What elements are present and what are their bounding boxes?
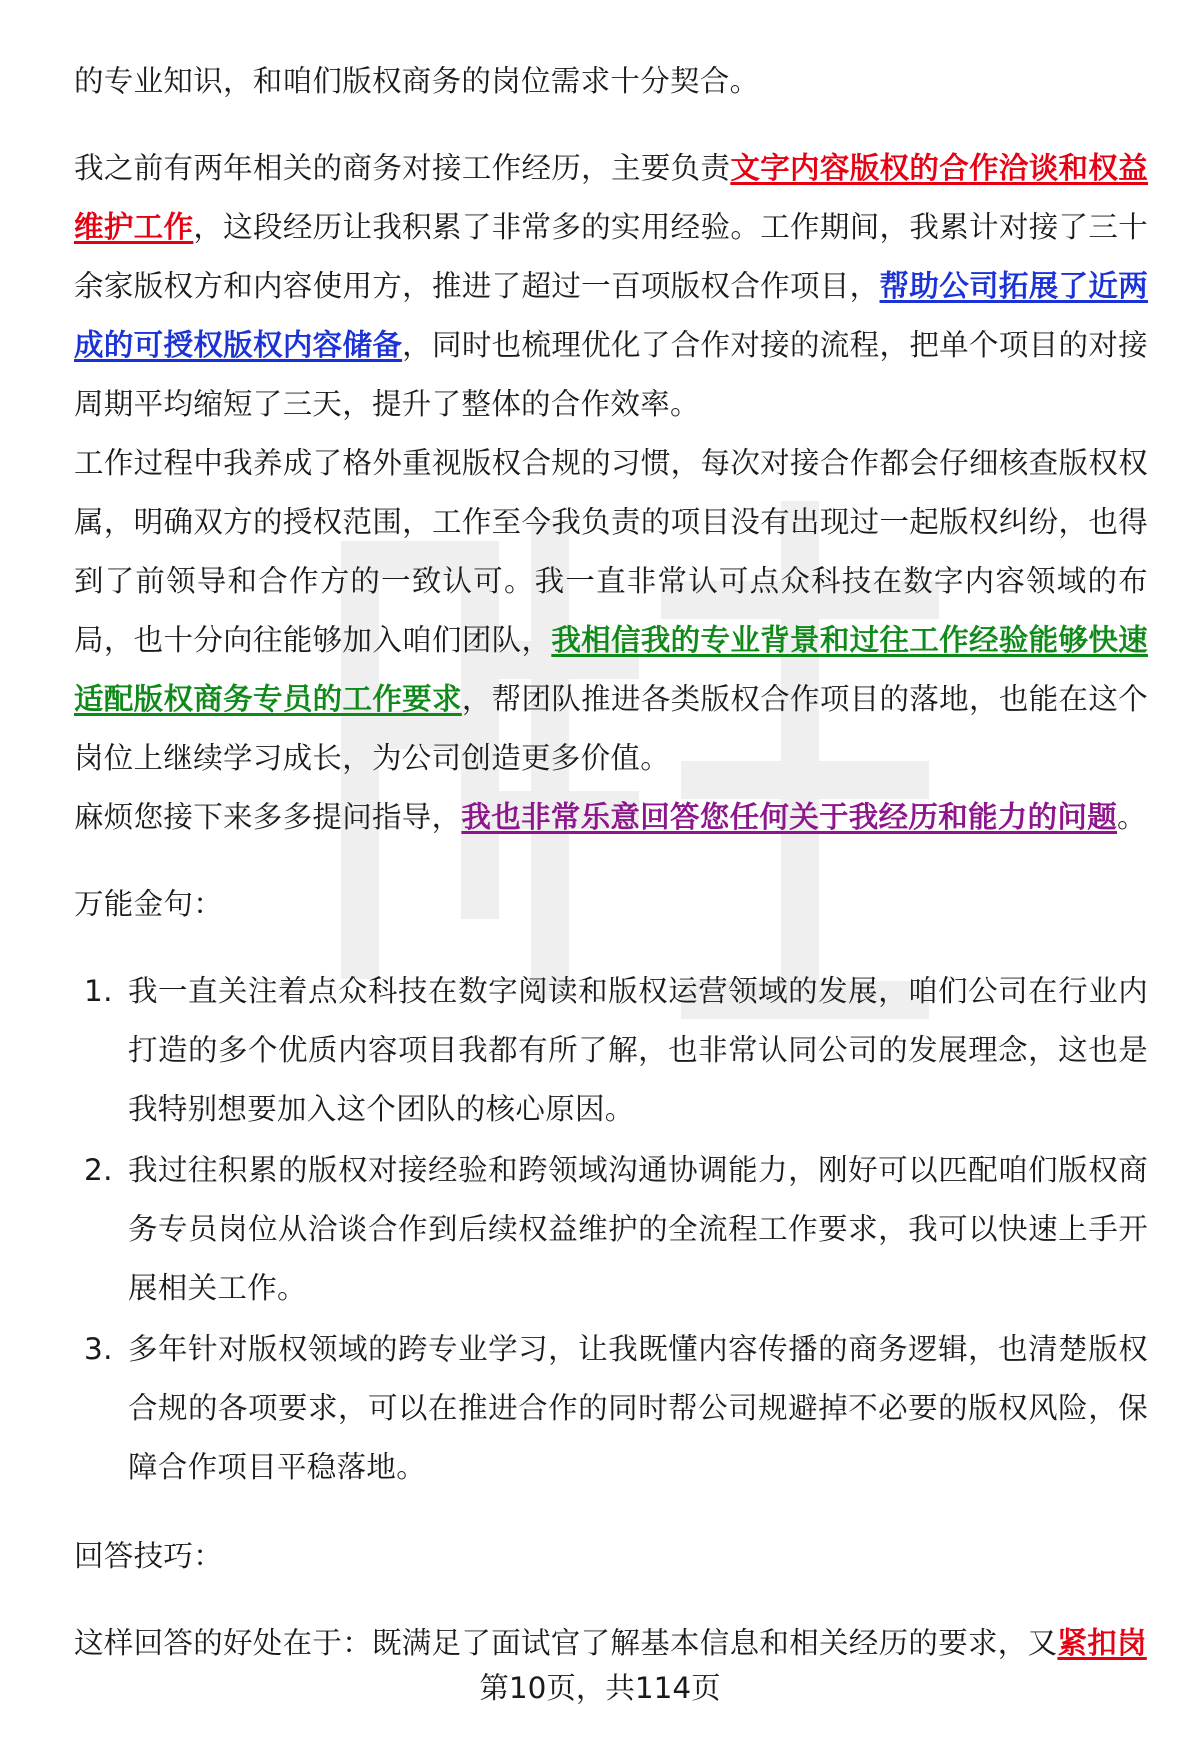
text-run: 。 <box>1117 800 1147 834</box>
text-run: ，帮团队推进各类版权合作项目的落地，也能在这个岗位上继续学习成长，为公司创造更多价值。 <box>74 682 1148 775</box>
text-run: 麻烦您接下来多多提问指导， <box>74 800 462 834</box>
spacer <box>74 934 1148 962</box>
highlight-red: 文字内容版权的合作洽谈和权益维护工作 <box>74 151 1149 244</box>
highlight-red: 紧扣岗 <box>1057 1626 1147 1660</box>
paragraph-answer-benefits <box>74 1614 1148 1673</box>
paragraph-experience <box>74 139 1148 434</box>
list-number: 2. <box>84 1153 113 1187</box>
list-item <box>74 1141 1148 1318</box>
golden-phrases-list <box>74 962 1148 1497</box>
list-item-text: 我一直关注着点众科技在数字阅读和版权运营领域的发展，咱们公司在行业内打造的多个优质内容项目我都有所了解，也非常认同公司的发展理念，这也是我特别想要加入这个团队的核心原因。 <box>128 974 1148 1126</box>
list-number: 3. <box>84 1332 113 1366</box>
section-title-golden-phrases: 万能金句： <box>74 887 224 921</box>
text-run: ，同时也梳理优化了合作对接的流程，把单个项目的对接周期平均缩短了三天，提升了整体的合作效率。 <box>74 328 1148 421</box>
spacer <box>74 847 1148 875</box>
spacer <box>74 111 1148 139</box>
list-item-text: 我过往积累的版权对接经验和跨领域沟通协调能力，刚好可以匹配咱们版权商务专员岗位从洽谈合作到后续权益维护的全流程工作要求，我可以快速上手开展相关工作。 <box>128 1153 1148 1305</box>
paragraph-closing <box>74 788 1148 847</box>
list-number: 1. <box>84 974 113 1008</box>
paragraph-compliance <box>74 434 1148 788</box>
section-title-answer-tips: 回答技巧： <box>74 1539 224 1573</box>
list-item <box>74 962 1148 1139</box>
page-number-footer: 第10页，共114页 <box>479 1671 721 1705</box>
text-run: ，这段经历让我积累了非常多的实用经验。工作期间，我累计对接了三十余家版权方和内容使用方，推进了超过一百项版权合作项目， <box>74 210 1148 303</box>
paragraph-intro-tail: 的专业知识，和咱们版权商务的岗位需求十分契合。 <box>74 64 760 98</box>
text-run: 工作过程中我养成了格外重视版权合规的习惯，每次对接合作都会仔细核查版权权属，明确双方的授权范围，工作至今我负责的项目没有出现过一起版权纠纷，也得到了前领导和合作方的一致认可。我一直非常认可点众科技在数字内容领域的布局，也十分向往能够加入咱们团队， <box>74 446 1148 657</box>
highlight-green: 我相信我的专业背景和过往工作经验能够快速适配版权商务专员的工作要求 <box>74 623 1148 716</box>
highlight-purple: 我也非常乐意回答您任何关于我经历和能力的问题 <box>461 800 1118 834</box>
list-item <box>74 1320 1148 1497</box>
spacer <box>74 1499 1148 1527</box>
text-run: 我之前有两年相关的商务对接工作经历，主要负责 <box>74 151 731 185</box>
spacer <box>74 1586 1148 1614</box>
document-body <box>74 52 1148 1673</box>
list-item-text: 多年针对版权领域的跨专业学习，让我既懂内容传播的商务逻辑，也清楚版权合规的各项要求，可以在推进合作的同时帮公司规避掉不必要的版权风险，保障合作项目平稳落地。 <box>128 1332 1148 1484</box>
highlight-blue: 帮助公司拓展了近两成的可授权版权内容储备 <box>74 269 1149 362</box>
text-run: 这样回答的好处在于：既满足了面试官了解基本信息和相关经历的要求，又 <box>74 1626 1058 1660</box>
